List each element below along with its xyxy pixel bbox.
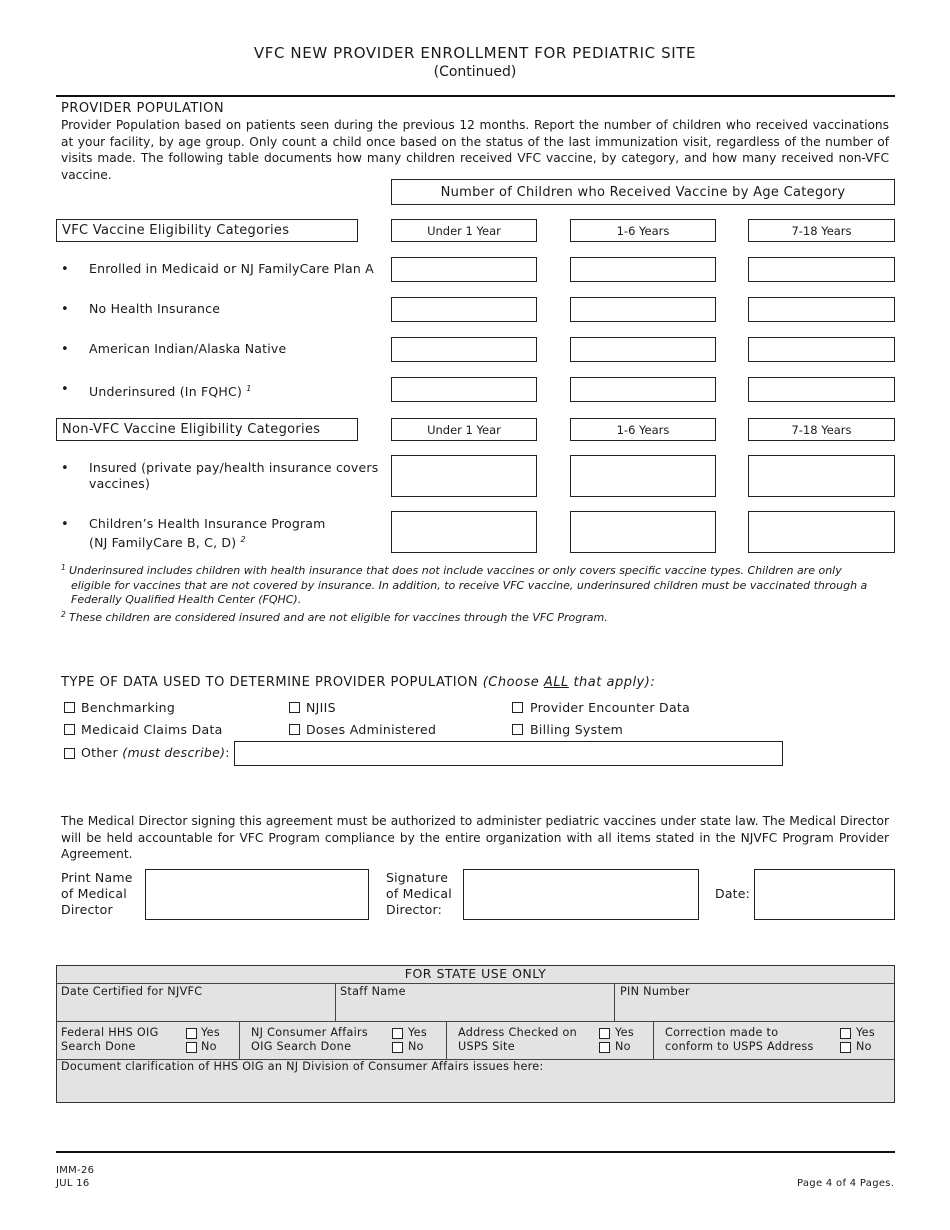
row-label — [89, 381, 252, 400]
data-type-heading — [61, 675, 655, 690]
correction-yes-checkbox[interactable] — [840, 1028, 851, 1039]
nonvfc-row-insured — [0, 455, 950, 497]
usps-yes-label: Yes — [615, 1026, 634, 1039]
instruction-all: ALL — [543, 675, 569, 690]
vfc-col-1-6: 1-6 Years — [570, 219, 716, 242]
print-name-label — [61, 870, 133, 918]
medicaid-claims-label: Medicaid Claims Data — [81, 722, 223, 737]
row-label: No Health Insurance — [89, 301, 221, 316]
row-label-text: Underinsured (In FQHC) — [89, 384, 243, 400]
form-id: IMM-26 — [56, 1165, 95, 1176]
input-chip-7-18[interactable] — [748, 511, 895, 553]
row-label-line2: vaccines) — [89, 476, 151, 491]
billing-system-label: Billing System — [530, 722, 624, 737]
consumer-affairs-line2: OIG Search Done — [251, 1040, 352, 1053]
other-description-input[interactable] — [234, 741, 783, 766]
other-label-text: Other — [81, 745, 123, 760]
vfc-row-american-indian — [0, 337, 950, 363]
correction-no-checkbox[interactable] — [840, 1042, 851, 1053]
date-certified-field[interactable] — [56, 984, 336, 1021]
data-type-heading-text: TYPE OF DATA USED TO DETERMINE PROVIDER POPULATION — [61, 675, 479, 690]
hhs-oig-line2: Search Done — [61, 1040, 136, 1053]
usps-yes-checkbox[interactable] — [599, 1028, 610, 1039]
usps-check — [447, 1022, 654, 1059]
consumer-affairs-label — [251, 1026, 368, 1054]
input-chip-under-1[interactable] — [391, 511, 537, 553]
consumer-affairs-line1: NJ Consumer Affairs — [251, 1026, 369, 1039]
signature-label-line1: Signature — [386, 870, 449, 885]
footer-divider — [56, 1151, 895, 1153]
njiis-label: NJIIS — [306, 700, 336, 715]
state-use-title: FOR STATE USE ONLY — [404, 966, 547, 981]
data-type-instruction — [483, 675, 656, 690]
nonvfc-row-chip — [0, 511, 950, 553]
usps-no-label: No — [615, 1040, 631, 1053]
hhs-oig-no-checkbox[interactable] — [186, 1042, 197, 1053]
consumer-affairs-no-label: No — [408, 1040, 424, 1053]
header-divider — [56, 95, 895, 97]
nonvfc-category-label: Non-VFC Vaccine Eligibility Categories — [56, 418, 358, 441]
vfc-col-7-18: 7-18 Years — [748, 219, 895, 242]
benchmarking-checkbox[interactable] — [64, 702, 75, 713]
input-insured-1-6[interactable] — [570, 455, 716, 497]
instruction-pre: (Choose — [482, 675, 544, 690]
clarification-label: Document clarification of HHS OIG an NJ Division of Consumer Affairs issues here: — [61, 1060, 544, 1073]
billing-system-checkbox[interactable] — [512, 724, 523, 735]
input-medicaid-under-1[interactable] — [391, 257, 537, 282]
nonvfc-col-under-1: Under 1 Year — [391, 418, 537, 441]
usps-no-checkbox[interactable] — [599, 1042, 610, 1053]
row-label-line2 — [89, 532, 246, 551]
date-certified-label: Date Certified for NJVFC — [61, 985, 203, 998]
correction-label — [665, 1026, 814, 1054]
hhs-oig-yes-label: Yes — [201, 1026, 220, 1039]
input-no-insurance-1-6[interactable] — [570, 297, 716, 322]
bullet: • — [61, 302, 69, 317]
consumer-affairs-yes-checkbox[interactable] — [392, 1028, 403, 1039]
other-colon: : — [225, 745, 230, 760]
correction-no-label: No — [856, 1040, 872, 1053]
vfc-row-medicaid — [0, 257, 950, 283]
consumer-affairs-yes-label: Yes — [408, 1026, 427, 1039]
bullet: • — [61, 382, 69, 397]
input-chip-1-6[interactable] — [570, 511, 716, 553]
vfc-category-label: VFC Vaccine Eligibility Categories — [56, 219, 358, 242]
input-insured-7-18[interactable] — [748, 455, 895, 497]
staff-name-field[interactable] — [336, 984, 615, 1021]
input-american-indian-1-6[interactable] — [570, 337, 716, 362]
input-no-insurance-under-1[interactable] — [391, 297, 537, 322]
hhs-oig-label — [61, 1026, 159, 1054]
pin-number-field[interactable] — [615, 984, 895, 1021]
usps-line2: USPS Site — [458, 1040, 515, 1053]
print-name-input[interactable] — [145, 869, 369, 920]
provider-encounter-checkbox[interactable] — [512, 702, 523, 713]
page-number: Page 4 of 4 Pages. — [797, 1178, 895, 1189]
input-american-indian-under-1[interactable] — [391, 337, 537, 362]
date-label: Date: — [715, 886, 751, 901]
footnote1-mark: 1 — [61, 563, 66, 572]
medical-director-statement: The Medical Director signing this agreement must be authorized to administer pediatric vaccines under state law. The Medical Director will be held accountable for VFC Program compliance by the entire organization with all items stated in the NJVFC Program Provider Agreement. — [61, 814, 889, 861]
input-medicaid-7-18[interactable] — [748, 257, 895, 282]
input-underinsured-1-6[interactable] — [570, 377, 716, 402]
print-name-label-line1: Print Name — [61, 870, 133, 885]
usps-label — [458, 1026, 577, 1054]
input-underinsured-under-1[interactable] — [391, 377, 537, 402]
njiis-checkbox[interactable] — [289, 702, 300, 713]
clarification-field[interactable] — [56, 1060, 895, 1102]
other-qualifier: (must describe) — [122, 745, 226, 760]
form-title: VFC NEW PROVIDER ENROLLMENT FOR PEDIATRIC SITE — [253, 44, 697, 62]
form-date: JUL 16 — [56, 1178, 90, 1189]
footnote2-mark: 2 — [61, 610, 66, 619]
row-label-line1: Insured (private pay/health insurance covers — [89, 460, 379, 475]
correction-yes-label: Yes — [856, 1026, 875, 1039]
signature-label-line3: Director: — [386, 902, 443, 917]
usps-line1: Address Checked on — [458, 1026, 578, 1039]
input-american-indian-7-18[interactable] — [748, 337, 895, 362]
age-category-heading: Number of Children who Received Vaccine by Age Category — [391, 179, 895, 205]
nonvfc-col-1-6: 1-6 Years — [570, 418, 716, 441]
medicaid-claims-checkbox[interactable] — [64, 724, 75, 735]
staff-name-label: Staff Name — [340, 985, 406, 998]
vfc-row-underinsured — [0, 377, 950, 403]
bullet: • — [61, 342, 69, 357]
bullet: • — [61, 517, 69, 532]
input-medicaid-1-6[interactable] — [570, 257, 716, 282]
correction-line2: conform to USPS Address — [665, 1040, 814, 1053]
row-label-text: (NJ FamilyCare B, C, D) — [89, 535, 237, 551]
provider-encounter-label: Provider Encounter Data — [530, 700, 691, 715]
consumer-affairs-no-checkbox[interactable] — [392, 1042, 403, 1053]
date-input[interactable] — [754, 869, 895, 920]
pin-number-label: PIN Number — [620, 985, 690, 998]
footnote-2: These children are considered insured and are not eligible for vaccines through the VFC Program. — [69, 611, 608, 624]
nonvfc-col-7-18: 7-18 Years — [748, 418, 895, 441]
correction-line1: Correction made to — [665, 1026, 779, 1039]
consumer-affairs-check — [240, 1022, 447, 1059]
footnote-1: Underinsured includes children with health insurance that does not include vaccines or only covers specific vaccine types. Children are only eligible for vaccines that are not covered by insurance. In addition, to receive VFC vaccine, underinsured children must be vaccinated through a Federally Qualified Health Center (FQHC). — [69, 564, 868, 606]
signature-input[interactable] — [463, 869, 699, 920]
hhs-oig-check — [56, 1022, 240, 1059]
hhs-oig-yes-checkbox[interactable] — [186, 1028, 197, 1039]
input-insured-under-1[interactable] — [391, 455, 537, 497]
print-name-label-line3: Director — [61, 902, 113, 917]
vfc-row-no-insurance — [0, 297, 950, 323]
doses-administered-label: Doses Administered — [306, 722, 437, 737]
hhs-oig-no-label: No — [201, 1040, 217, 1053]
footnote-ref: 2 — [240, 535, 246, 544]
other-checkbox[interactable] — [64, 748, 75, 759]
instruction-post: that apply): — [568, 675, 656, 690]
print-name-label-line2: of Medical — [61, 886, 127, 901]
input-underinsured-7-18[interactable] — [748, 377, 895, 402]
input-no-insurance-7-18[interactable] — [748, 297, 895, 322]
footnote-ref: 1 — [246, 384, 252, 393]
row-label: Enrolled in Medicaid or NJ FamilyCare Plan A — [89, 261, 374, 276]
bullet: • — [61, 461, 69, 476]
signature-label — [386, 870, 452, 918]
hhs-oig-line1: Federal HHS OIG — [61, 1026, 159, 1039]
provider-population-description: Provider Population based on patients seen during the previous 12 months. Report the number of children who received vaccinations at your facility, by age group. Only count a child once based on the status of the last immunization visit, regardless of the number of visits made. The following table documents how many children received VFC vaccine, by category, and how many received non-VFC vaccine. — [61, 118, 889, 182]
signature-label-line2: of Medical — [386, 886, 452, 901]
doses-administered-checkbox[interactable] — [289, 724, 300, 735]
other-label — [81, 745, 230, 760]
correction-check — [654, 1022, 895, 1059]
row-label-line1: Children’s Health Insurance Program — [89, 516, 326, 531]
form-subtitle: (Continued) — [433, 64, 517, 80]
benchmarking-label: Benchmarking — [81, 700, 176, 715]
bullet: • — [61, 262, 69, 277]
row-label: American Indian/Alaska Native — [89, 341, 287, 356]
provider-population-heading: PROVIDER POPULATION — [61, 101, 225, 116]
vfc-col-under-1: Under 1 Year — [391, 219, 537, 242]
